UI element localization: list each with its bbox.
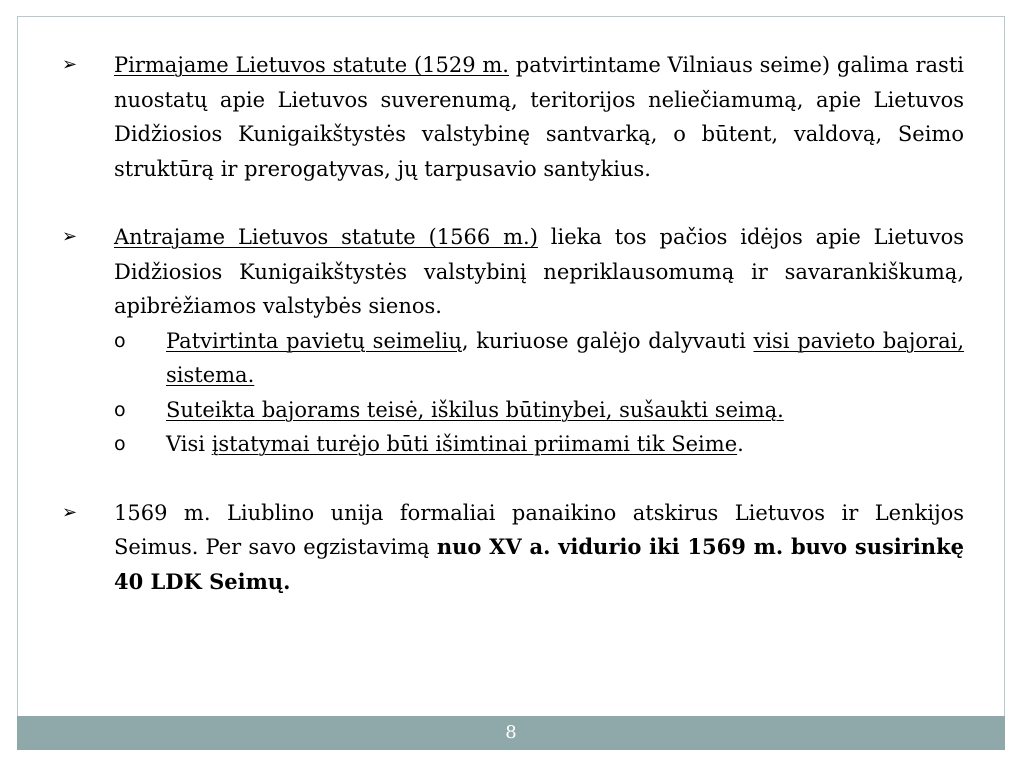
arrow-bullet-icon: ➢ bbox=[62, 54, 78, 75]
arrow-bullet-icon: ➢ bbox=[62, 226, 78, 247]
sub-item-3-underlined: įstatymai turėjo būti išimtinai priimami tik Seime bbox=[211, 432, 738, 456]
spacer bbox=[62, 462, 964, 496]
second-statute-text: lieka tos pačios idėjos apie Lietuvos Didžiosios Kunigaikštystės valstybinį nepriklausomumą ir savarankiškumą, apibrėžiamos valstybės sienos. bbox=[114, 225, 964, 318]
spacer bbox=[62, 186, 964, 220]
sub-item-2-underlined: Suteikta bajorams teisė, iškilus būtinybei, sušaukti seimą. bbox=[166, 397, 784, 422]
sub-item-right-to-convene bbox=[62, 393, 964, 428]
circle-bullet-icon: o bbox=[114, 433, 126, 455]
sub-item-laws bbox=[62, 427, 964, 462]
sub-item-seimeliai bbox=[62, 324, 964, 393]
circle-bullet-icon: o bbox=[114, 329, 126, 352]
bullet-first-statute bbox=[62, 48, 964, 186]
second-statute-underlined: Antrajame Lietuvos statute (1566 m.) bbox=[114, 225, 538, 249]
bullet-second-statute bbox=[62, 220, 964, 324]
sub-item-1-text: , kuriuose galėjo dalyvauti bbox=[461, 328, 754, 353]
bullet-lublin-union bbox=[62, 496, 964, 600]
sub-item-1-underlined-b: visi pavieto bajorai, sistema. bbox=[166, 328, 964, 387]
first-statute-text: patvirtintame Vilniaus seime) galima rasti nuostatų apie Lietuvos suverenumą, teritorijos neliečiamumą, apie Lietuvos Didžiosios Kunigaikštystės valstybinę santvarką, o būtent, valdovą, Seimo struktūrą ir prerogatyvas, jų tarpusavio santykius. bbox=[114, 53, 964, 181]
lublin-union-bold: nuo XV a. vidurio iki 1569 m. buvo susirinkę 40 LDK Seimų. bbox=[114, 534, 964, 594]
lublin-union-text: 1569 m. Liublino unija formaliai panaikino atskirus Lietuvos ir Lenkijos Seimus. Per savo egzistavimą bbox=[114, 500, 964, 559]
page-number: 8 bbox=[505, 722, 517, 743]
first-statute-underlined: Pirmajame Lietuvos statute (1529 m. bbox=[114, 53, 509, 77]
circle-bullet-icon: o bbox=[114, 398, 126, 421]
sub-item-1-underlined-a: Patvirtinta pavietų seimelių bbox=[166, 328, 462, 353]
slide-content bbox=[62, 48, 964, 599]
arrow-bullet-icon: ➢ bbox=[62, 501, 78, 523]
sub-item-3-text: Visi bbox=[166, 432, 212, 456]
sub-item-3-text-end: . bbox=[737, 432, 744, 456]
footer-bar bbox=[17, 716, 1005, 750]
